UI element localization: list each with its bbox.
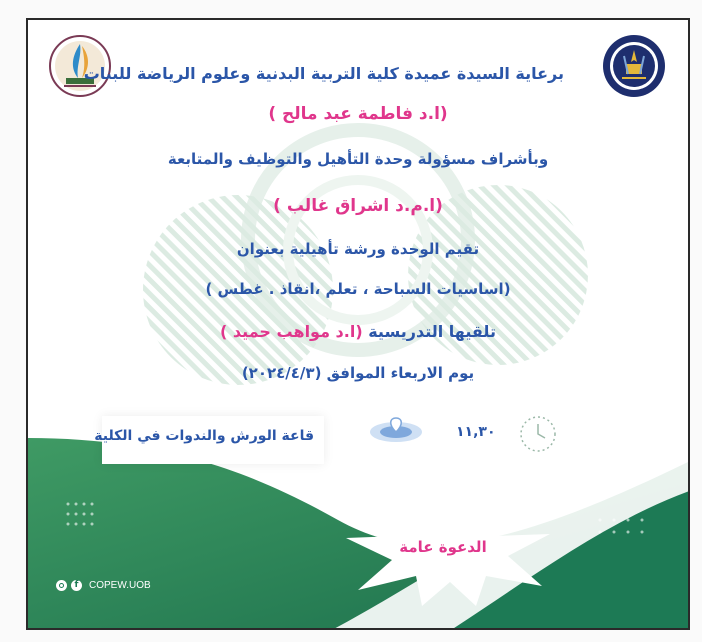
- date-line: يوم الاربعاء الموافق (٢٠٢٤/٤/٣): [241, 364, 475, 382]
- supervisor-name: (ا.م.د اشراق غالب ): [273, 196, 443, 216]
- venue-box: [94, 416, 324, 464]
- workshop-title: (اساسيات السباحة ، تعلم ،انقاذ . غطس ): [205, 280, 511, 298]
- lecturer-name: (ا.د مواهب حميد ): [220, 322, 363, 341]
- workshop-intro: تقيم الوحدة ورشة تأهيلية بعنوان: [236, 240, 480, 258]
- invitation-text: الدعوة عامة: [399, 538, 487, 556]
- instagram-icon: [56, 580, 67, 591]
- patronage-line: برعاية السيدة عميدة كلية التربية البدنية وعلوم الرياضة للبنات: [83, 64, 564, 83]
- time-text: ١١,٣٠: [456, 424, 496, 440]
- university-seal-icon: [602, 34, 666, 98]
- dean-name: (ا.د فاطمة عبد مالح ): [268, 104, 448, 124]
- lecturer-label: تلقيها التدريسية: [368, 322, 496, 341]
- facebook-icon: f: [71, 580, 82, 591]
- social-handle: COPEW.UOB: [89, 580, 151, 591]
- lecturer-line: [28, 322, 688, 341]
- social-bar: [56, 580, 151, 591]
- venue-text: قاعة الورش والندوات في الكلية: [94, 428, 314, 444]
- location-pin-icon: [368, 414, 424, 446]
- clock-icon: [512, 414, 564, 454]
- supervision-line: وبأشراف مسؤولة وحدة التأهيل والتوظيف والمتابعة: [167, 150, 549, 168]
- poster-card: [26, 18, 690, 630]
